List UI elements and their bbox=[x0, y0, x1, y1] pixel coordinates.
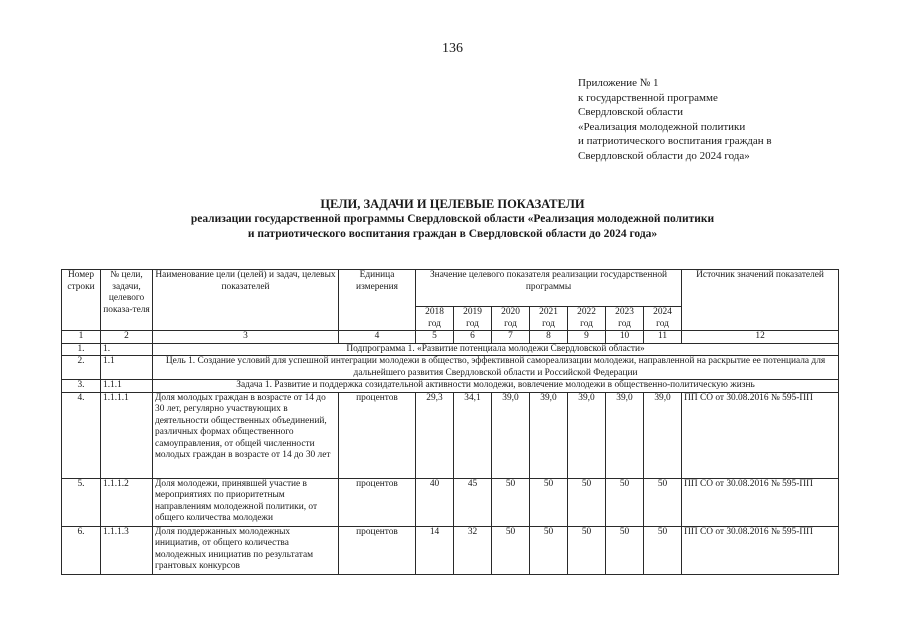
row-number: 1. bbox=[62, 343, 101, 356]
section-title: Подпрограмма 1. «Развитие потенциала молодежи Свердловской области» bbox=[153, 343, 839, 356]
indicator-value: 39,0 bbox=[606, 392, 644, 478]
header-row-number: Номер строки bbox=[62, 270, 101, 331]
column-number: 6 bbox=[454, 331, 492, 344]
indicator-value: 50 bbox=[492, 526, 530, 574]
header-year: 2024 год bbox=[644, 307, 682, 331]
indicator-id: 1.1.1.1 bbox=[101, 392, 153, 478]
table-row bbox=[62, 478, 839, 526]
indicator-value: 39,0 bbox=[492, 392, 530, 478]
indicator-value: 34,1 bbox=[454, 392, 492, 478]
section-row bbox=[62, 356, 839, 380]
header-year: 2021 год bbox=[530, 307, 568, 331]
indicator-unit: процентов bbox=[339, 526, 416, 574]
indicator-value: 45 bbox=[454, 478, 492, 526]
indicator-value: 50 bbox=[644, 478, 682, 526]
indicator-value: 50 bbox=[492, 478, 530, 526]
indicator-value: 50 bbox=[530, 526, 568, 574]
goal-id: 1. bbox=[101, 343, 153, 356]
header-goal-number: № цели, задачи, целевого показа-теля bbox=[101, 270, 153, 331]
indicator-value: 50 bbox=[606, 526, 644, 574]
column-number: 2 bbox=[101, 331, 153, 344]
indicator-value: 40 bbox=[416, 478, 454, 526]
header-unit: Единица измерения bbox=[339, 270, 416, 331]
indicator-name: Доля поддержанных молодежных инициатив, от общего количества молодежных инициатив по результатам грантовых конкурсов bbox=[153, 526, 339, 574]
section-row bbox=[62, 380, 839, 393]
indicator-name: Доля молодежи, принявшей участие в мероприятиях по приоритетным направлениям молодежной политики, от общего количества молодежи bbox=[153, 478, 339, 526]
header-year: 2022 год bbox=[568, 307, 606, 331]
indicator-value: 39,0 bbox=[530, 392, 568, 478]
goal-id: 1.1.1 bbox=[101, 380, 153, 393]
header-year: 2023 год bbox=[606, 307, 644, 331]
indicator-value: 50 bbox=[644, 526, 682, 574]
indicator-unit: процентов bbox=[339, 478, 416, 526]
column-number: 3 bbox=[153, 331, 339, 344]
header-year: 2019 год bbox=[454, 307, 492, 331]
table-row bbox=[62, 526, 839, 574]
column-number: 9 bbox=[568, 331, 606, 344]
goals-table bbox=[61, 269, 839, 575]
indicator-value: 50 bbox=[568, 478, 606, 526]
title-main: ЦЕЛИ, ЗАДАЧИ И ЦЕЛЕВЫЕ ПОКАЗАТЕЛИ bbox=[320, 197, 585, 211]
row-number: 3. bbox=[62, 380, 101, 393]
header-year: 2018 год bbox=[416, 307, 454, 331]
indicator-name: Доля молодых граждан в возрасте от 14 до 30 лет, регулярно участвующих в деятельности общественных объединений, различных формах общественного самоуправления, от общей численности молодых граждан в возрасте от 14 до 30 лет bbox=[153, 392, 339, 478]
indicator-value: 32 bbox=[454, 526, 492, 574]
column-number: 10 bbox=[606, 331, 644, 344]
appendix-line: Свердловской области bbox=[578, 106, 683, 118]
appendix-line: Приложение № 1 bbox=[578, 77, 659, 89]
goal-id: 1.1 bbox=[101, 356, 153, 380]
section-title: Задача 1. Развитие и поддержка созидательной активности молодежи, вовлечение молодежи в общественно-политическую жизнь bbox=[153, 380, 839, 393]
header-year: 2020 год bbox=[492, 307, 530, 331]
column-number: 1 bbox=[62, 331, 101, 344]
column-number: 8 bbox=[530, 331, 568, 344]
row-number: 5. bbox=[62, 478, 101, 526]
indicator-value: 50 bbox=[606, 478, 644, 526]
indicator-source: ПП СО от 30.08.2016 № 595-ПП bbox=[682, 478, 839, 526]
indicator-id: 1.1.1.2 bbox=[101, 478, 153, 526]
indicator-value: 39,0 bbox=[644, 392, 682, 478]
indicator-value: 29,3 bbox=[416, 392, 454, 478]
title-sub-line: реализации государственной программы Свердловской области «Реализация молодежной политики bbox=[190, 213, 715, 225]
indicator-value: 39,0 bbox=[568, 392, 606, 478]
table-row bbox=[62, 392, 839, 478]
appendix-line: «Реализация молодежной политики bbox=[578, 120, 746, 133]
appendix-line: к государственной программе bbox=[578, 91, 718, 104]
section-title: Цель 1. Создание условий для успешной интеграции молодежи в общество, эффективной самореализации молодежи, направленной на раскрытие ее потенциала для дальнейшего развития Свердловской области и Российской Федерации bbox=[153, 356, 839, 380]
indicator-value: 14 bbox=[416, 526, 454, 574]
header-source: Источник значений показателей bbox=[682, 270, 839, 331]
header-name: Наименование цели (целей) и задач, целевых показателей bbox=[153, 270, 339, 331]
indicator-unit: процентов bbox=[339, 392, 416, 478]
appendix-note bbox=[578, 76, 878, 163]
column-number: 5 bbox=[416, 331, 454, 344]
appendix-line: Свердловской области до 2024 года» bbox=[578, 149, 750, 162]
indicator-source: ПП СО от 30.08.2016 № 595-ПП bbox=[682, 526, 839, 574]
row-number: 6. bbox=[62, 526, 101, 574]
column-number: 7 bbox=[492, 331, 530, 344]
header-values-group: Значение целевого показателя реализации государственной программы bbox=[416, 270, 682, 307]
page-number: 136 bbox=[442, 41, 463, 56]
document-title bbox=[0, 196, 905, 242]
indicator-value: 50 bbox=[530, 478, 568, 526]
title-sub-line: и патриотического воспитания граждан в Свердловской области до 2024 года» bbox=[247, 228, 658, 240]
row-number: 4. bbox=[62, 392, 101, 478]
indicator-source: ПП СО от 30.08.2016 № 595-ПП bbox=[682, 392, 839, 478]
indicator-id: 1.1.1.3 bbox=[101, 526, 153, 574]
indicator-value: 50 bbox=[568, 526, 606, 574]
section-row bbox=[62, 343, 839, 356]
column-number: 11 bbox=[644, 331, 682, 344]
appendix-line: и патриотического воспитания граждан в bbox=[578, 135, 772, 147]
row-number: 2. bbox=[62, 356, 101, 380]
column-number: 12 bbox=[682, 331, 839, 344]
column-number: 4 bbox=[339, 331, 416, 344]
